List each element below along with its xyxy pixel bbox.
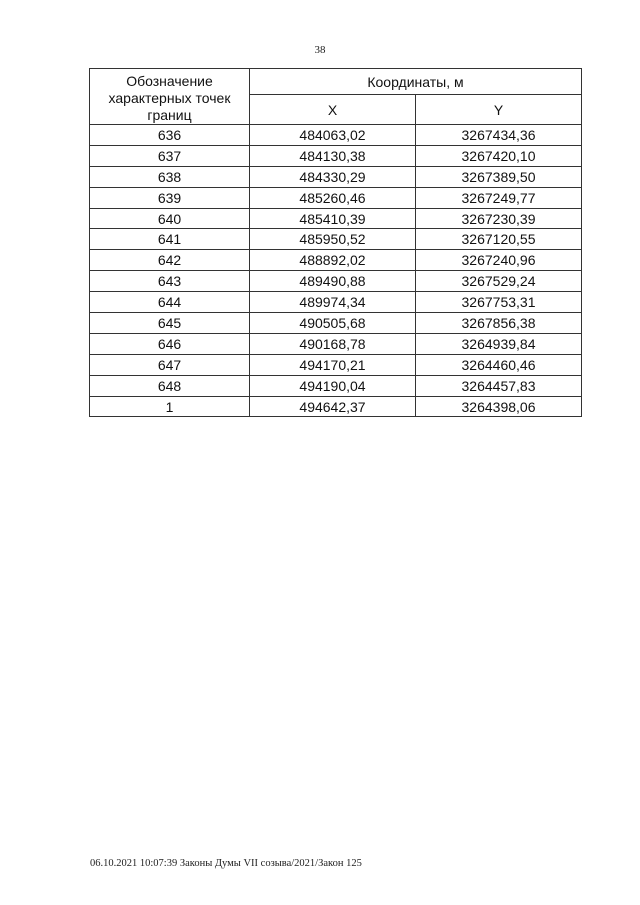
cell-point: 648 [90, 375, 250, 396]
cell-y: 3264939,84 [416, 333, 582, 354]
table-row [90, 229, 582, 250]
cell-point: 642 [90, 250, 250, 271]
cell-x: 485260,46 [250, 187, 416, 208]
cell-point: 644 [90, 292, 250, 313]
cell-x: 489974,34 [250, 292, 416, 313]
table-row [90, 271, 582, 292]
cell-x: 484330,29 [250, 166, 416, 187]
cell-x: 485950,52 [250, 229, 416, 250]
cell-x: 484130,38 [250, 145, 416, 166]
cell-x: 490168,78 [250, 333, 416, 354]
table-header [90, 69, 582, 125]
cell-point: 636 [90, 125, 250, 146]
cell-point: 1 [90, 396, 250, 417]
cell-y: 3267856,38 [416, 313, 582, 334]
coordinates-table [89, 68, 582, 417]
table-row [90, 187, 582, 208]
footer-stamp: 06.10.2021 10:07:39 Законы Думы VII созыва/2021/Закон 125 [90, 858, 362, 869]
cell-y: 3267249,77 [416, 187, 582, 208]
cell-y: 3264457,83 [416, 375, 582, 396]
cell-point: 647 [90, 354, 250, 375]
table-row [90, 208, 582, 229]
cell-y: 3267529,24 [416, 271, 582, 292]
cell-y: 3267389,50 [416, 166, 582, 187]
cell-x: 494190,04 [250, 375, 416, 396]
cell-point: 641 [90, 229, 250, 250]
cell-y: 3267120,55 [416, 229, 582, 250]
cell-point: 640 [90, 208, 250, 229]
cell-point: 645 [90, 313, 250, 334]
cell-x: 490505,68 [250, 313, 416, 334]
cell-y: 3267240,96 [416, 250, 582, 271]
table-row [90, 145, 582, 166]
table-row [90, 375, 582, 396]
cell-point: 643 [90, 271, 250, 292]
table-row [90, 333, 582, 354]
cell-y: 3267420,10 [416, 145, 582, 166]
cell-x: 494170,21 [250, 354, 416, 375]
table-row [90, 313, 582, 334]
table-row [90, 354, 582, 375]
cell-point: 637 [90, 145, 250, 166]
page-number: 38 [314, 44, 326, 56]
table-row [90, 396, 582, 417]
table-row [90, 292, 582, 313]
cell-x: 484063,02 [250, 125, 416, 146]
cell-y: 3267230,39 [416, 208, 582, 229]
cell-y: 3267753,31 [416, 292, 582, 313]
header-coordinates: Координаты, м [250, 69, 582, 95]
table-row [90, 125, 582, 146]
cell-y: 3264398,06 [416, 396, 582, 417]
table-body [90, 125, 582, 417]
table-row [90, 250, 582, 271]
header-point-designation: Обозначение характерных точек границ [90, 69, 250, 125]
cell-x: 485410,39 [250, 208, 416, 229]
header-y: Y [416, 95, 582, 125]
table-row [90, 166, 582, 187]
cell-x: 494642,37 [250, 396, 416, 417]
cell-y: 3267434,36 [416, 125, 582, 146]
cell-point: 639 [90, 187, 250, 208]
cell-y: 3264460,46 [416, 354, 582, 375]
cell-x: 488892,02 [250, 250, 416, 271]
cell-point: 638 [90, 166, 250, 187]
cell-x: 489490,88 [250, 271, 416, 292]
header-x: X [250, 95, 416, 125]
cell-point: 646 [90, 333, 250, 354]
